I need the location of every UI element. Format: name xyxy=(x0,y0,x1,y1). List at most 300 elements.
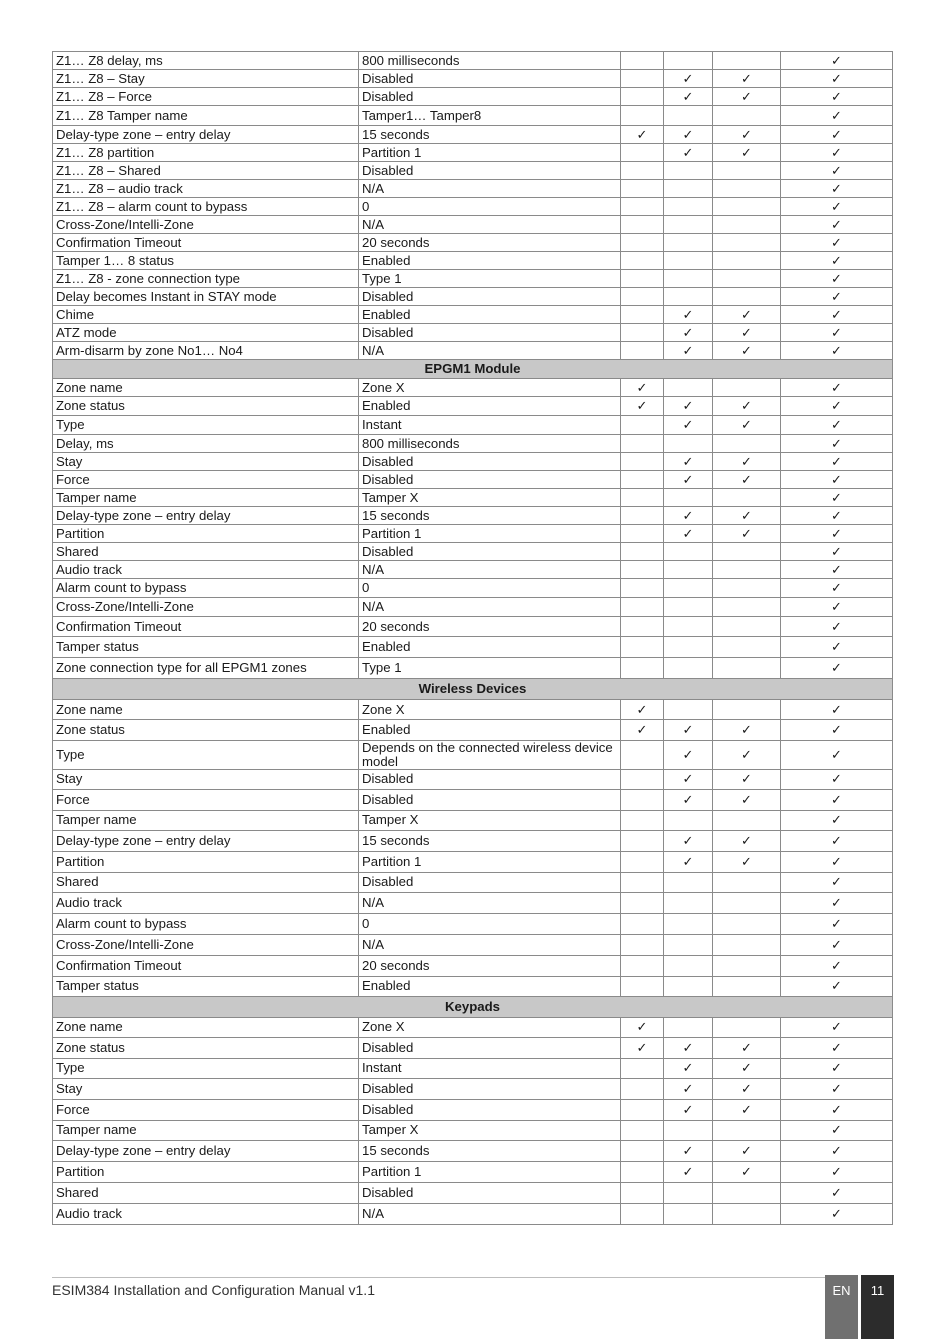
setting-name: Audio track xyxy=(53,892,359,913)
table-row xyxy=(53,88,893,106)
empty-cell xyxy=(621,561,664,579)
table-row xyxy=(53,851,893,872)
default-value: 15 seconds xyxy=(359,1140,621,1161)
empty-cell xyxy=(713,976,781,996)
setting-name: Force xyxy=(53,471,359,489)
check-icon: ✓ xyxy=(713,1058,781,1078)
default-value: Disabled xyxy=(359,769,621,789)
check-icon: ✓ xyxy=(781,126,893,144)
table-row xyxy=(53,617,893,637)
setting-name: Z1… Z8 Tamper name xyxy=(53,106,359,126)
check-icon: ✓ xyxy=(781,198,893,216)
check-icon: ✓ xyxy=(713,1078,781,1099)
check-icon: ✓ xyxy=(664,720,713,741)
check-icon: ✓ xyxy=(781,525,893,543)
check-icon: ✓ xyxy=(664,144,713,162)
check-icon: ✓ xyxy=(781,180,893,198)
check-icon: ✓ xyxy=(664,507,713,525)
table-row xyxy=(53,379,893,397)
check-icon: ✓ xyxy=(781,934,893,955)
check-icon: ✓ xyxy=(781,507,893,525)
check-icon: ✓ xyxy=(781,637,893,658)
default-value: Disabled xyxy=(359,324,621,342)
setting-name: Audio track xyxy=(53,1203,359,1224)
setting-name: Stay xyxy=(53,769,359,789)
table-row xyxy=(53,913,893,934)
empty-cell xyxy=(621,288,664,306)
empty-cell xyxy=(713,198,781,216)
table-row xyxy=(53,810,893,830)
empty-cell xyxy=(664,1017,713,1037)
setting-name: Z1… Z8 - zone connection type xyxy=(53,270,359,288)
default-value: Disabled xyxy=(359,1182,621,1203)
check-icon: ✓ xyxy=(781,1182,893,1203)
empty-cell xyxy=(713,913,781,934)
check-icon: ✓ xyxy=(781,252,893,270)
table-row xyxy=(53,658,893,679)
check-icon: ✓ xyxy=(713,88,781,106)
setting-name: Tamper name xyxy=(53,1120,359,1140)
empty-cell xyxy=(664,637,713,658)
empty-cell xyxy=(664,976,713,996)
empty-cell xyxy=(621,872,664,892)
empty-cell xyxy=(621,1120,664,1140)
setting-name: Shared xyxy=(53,543,359,561)
empty-cell xyxy=(664,1182,713,1203)
check-icon: ✓ xyxy=(713,306,781,324)
setting-name: Tamper name xyxy=(53,489,359,507)
check-icon: ✓ xyxy=(781,379,893,397)
setting-name: Alarm count to bypass xyxy=(53,913,359,934)
empty-cell xyxy=(664,288,713,306)
empty-cell xyxy=(713,234,781,252)
empty-cell xyxy=(713,1120,781,1140)
default-value: Tamper1… Tamper8 xyxy=(359,106,621,126)
check-icon: ✓ xyxy=(664,416,713,435)
table-row xyxy=(53,976,893,996)
default-value: Type 1 xyxy=(359,658,621,679)
check-icon: ✓ xyxy=(781,270,893,288)
empty-cell xyxy=(713,617,781,637)
table-row xyxy=(53,234,893,252)
empty-cell xyxy=(621,234,664,252)
empty-cell xyxy=(621,1182,664,1203)
setting-name: Z1… Z8 – alarm count to bypass xyxy=(53,198,359,216)
default-value: 800 milliseconds xyxy=(359,435,621,453)
empty-cell xyxy=(664,489,713,507)
empty-cell xyxy=(713,934,781,955)
empty-cell xyxy=(664,810,713,830)
table-row xyxy=(53,342,893,360)
table-row xyxy=(53,741,893,770)
empty-cell xyxy=(713,561,781,579)
default-value: Partition 1 xyxy=(359,144,621,162)
setting-name: Delay-type zone – entry delay xyxy=(53,830,359,851)
default-value: N/A xyxy=(359,1203,621,1224)
table-row xyxy=(53,1182,893,1203)
empty-cell xyxy=(621,270,664,288)
default-value: Enabled xyxy=(359,252,621,270)
check-icon: ✓ xyxy=(781,561,893,579)
empty-cell xyxy=(713,106,781,126)
check-icon: ✓ xyxy=(664,1099,713,1120)
setting-name: Zone status xyxy=(53,720,359,741)
table-row xyxy=(53,892,893,913)
empty-cell xyxy=(621,637,664,658)
setting-name: Shared xyxy=(53,1182,359,1203)
check-icon: ✓ xyxy=(664,126,713,144)
footer-title: ESIM384 Installation and Configuration Manual v1.1 xyxy=(52,1282,375,1298)
check-icon: ✓ xyxy=(781,471,893,489)
check-icon: ✓ xyxy=(781,1078,893,1099)
empty-cell xyxy=(621,543,664,561)
check-icon: ✓ xyxy=(781,851,893,872)
empty-cell xyxy=(713,579,781,598)
table-row xyxy=(53,789,893,810)
table-row xyxy=(53,144,893,162)
empty-cell xyxy=(713,1203,781,1224)
check-icon: ✓ xyxy=(664,70,713,88)
default-value: N/A xyxy=(359,180,621,198)
empty-cell xyxy=(713,435,781,453)
default-value: Tamper X xyxy=(359,1120,621,1140)
check-icon: ✓ xyxy=(713,1161,781,1182)
table-row xyxy=(53,453,893,471)
footer-divider xyxy=(52,1277,825,1278)
check-icon: ✓ xyxy=(781,769,893,789)
setting-name: Partition xyxy=(53,1161,359,1182)
empty-cell xyxy=(621,216,664,234)
empty-cell xyxy=(713,598,781,617)
setting-name: Force xyxy=(53,1099,359,1120)
empty-cell xyxy=(621,525,664,543)
check-icon: ✓ xyxy=(781,489,893,507)
default-value: 15 seconds xyxy=(359,830,621,851)
setting-name: Tamper 1… 8 status xyxy=(53,252,359,270)
table-row xyxy=(53,1037,893,1058)
empty-cell xyxy=(713,955,781,976)
empty-cell xyxy=(621,162,664,180)
empty-cell xyxy=(621,913,664,934)
section-title: Wireless Devices xyxy=(53,679,893,700)
check-icon: ✓ xyxy=(664,1140,713,1161)
check-icon: ✓ xyxy=(621,379,664,397)
check-icon: ✓ xyxy=(664,525,713,543)
check-icon: ✓ xyxy=(713,1037,781,1058)
check-icon: ✓ xyxy=(713,471,781,489)
setting-name: Delay, ms xyxy=(53,435,359,453)
setting-name: Alarm count to bypass xyxy=(53,579,359,598)
check-icon: ✓ xyxy=(664,471,713,489)
check-icon: ✓ xyxy=(713,741,781,770)
check-icon: ✓ xyxy=(621,1017,664,1037)
empty-cell xyxy=(621,507,664,525)
default-value: Zone X xyxy=(359,1017,621,1037)
default-value: 0 xyxy=(359,913,621,934)
empty-cell xyxy=(713,872,781,892)
check-icon: ✓ xyxy=(621,397,664,416)
check-icon: ✓ xyxy=(781,453,893,471)
table-row xyxy=(53,769,893,789)
setting-name: Partition xyxy=(53,851,359,872)
default-value: 15 seconds xyxy=(359,507,621,525)
check-icon: ✓ xyxy=(781,162,893,180)
check-icon: ✓ xyxy=(713,324,781,342)
setting-name: Delay becomes Instant in STAY mode xyxy=(53,288,359,306)
empty-cell xyxy=(621,252,664,270)
default-value: Enabled xyxy=(359,976,621,996)
empty-cell xyxy=(664,52,713,70)
empty-cell xyxy=(664,435,713,453)
empty-cell xyxy=(664,617,713,637)
empty-cell xyxy=(621,416,664,435)
table-row xyxy=(53,525,893,543)
check-icon: ✓ xyxy=(781,397,893,416)
check-icon: ✓ xyxy=(781,1140,893,1161)
default-value: Instant xyxy=(359,416,621,435)
table-row xyxy=(53,1058,893,1078)
empty-cell xyxy=(664,872,713,892)
empty-cell xyxy=(621,976,664,996)
setting-name: Z1… Z8 – audio track xyxy=(53,180,359,198)
empty-cell xyxy=(621,1140,664,1161)
table-row xyxy=(53,1017,893,1037)
setting-name: Arm-disarm by zone No1… No4 xyxy=(53,342,359,360)
default-value: 0 xyxy=(359,198,621,216)
empty-cell xyxy=(621,830,664,851)
check-icon: ✓ xyxy=(664,1078,713,1099)
empty-cell xyxy=(621,1058,664,1078)
setting-name: Z1… Z8 delay, ms xyxy=(53,52,359,70)
setting-name: Confirmation Timeout xyxy=(53,234,359,252)
default-value: Zone X xyxy=(359,700,621,720)
table-row xyxy=(53,1203,893,1224)
empty-cell xyxy=(621,306,664,324)
check-icon: ✓ xyxy=(713,144,781,162)
empty-cell xyxy=(713,162,781,180)
empty-cell xyxy=(621,489,664,507)
default-value: Partition 1 xyxy=(359,851,621,872)
empty-cell xyxy=(621,658,664,679)
check-icon: ✓ xyxy=(664,453,713,471)
default-value: 15 seconds xyxy=(359,126,621,144)
check-icon: ✓ xyxy=(781,435,893,453)
default-value: Enabled xyxy=(359,720,621,741)
check-icon: ✓ xyxy=(713,851,781,872)
empty-cell xyxy=(664,252,713,270)
setting-name: Z1… Z8 – Shared xyxy=(53,162,359,180)
check-icon: ✓ xyxy=(713,453,781,471)
default-value: Partition 1 xyxy=(359,525,621,543)
empty-cell xyxy=(713,270,781,288)
empty-cell xyxy=(621,955,664,976)
empty-cell xyxy=(713,52,781,70)
default-value: 800 milliseconds xyxy=(359,52,621,70)
empty-cell xyxy=(621,892,664,913)
table-row xyxy=(53,324,893,342)
default-value: Disabled xyxy=(359,88,621,106)
check-icon: ✓ xyxy=(781,617,893,637)
table-row xyxy=(53,830,893,851)
default-value: Partition 1 xyxy=(359,1161,621,1182)
check-icon: ✓ xyxy=(713,769,781,789)
empty-cell xyxy=(664,913,713,934)
setting-name: ATZ mode xyxy=(53,324,359,342)
check-icon: ✓ xyxy=(781,955,893,976)
default-value: Disabled xyxy=(359,1078,621,1099)
check-icon: ✓ xyxy=(713,1140,781,1161)
setting-name: Shared xyxy=(53,872,359,892)
empty-cell xyxy=(621,617,664,637)
section-title: Keypads xyxy=(53,996,893,1017)
empty-cell xyxy=(621,1099,664,1120)
setting-name: Zone status xyxy=(53,397,359,416)
empty-cell xyxy=(621,435,664,453)
check-icon: ✓ xyxy=(713,789,781,810)
default-value: N/A xyxy=(359,561,621,579)
check-icon: ✓ xyxy=(664,830,713,851)
default-value: Disabled xyxy=(359,471,621,489)
empty-cell xyxy=(621,789,664,810)
setting-name: Confirmation Timeout xyxy=(53,955,359,976)
empty-cell xyxy=(664,955,713,976)
check-icon: ✓ xyxy=(713,720,781,741)
empty-cell xyxy=(664,1120,713,1140)
empty-cell xyxy=(621,934,664,955)
empty-cell xyxy=(621,106,664,126)
check-icon: ✓ xyxy=(781,234,893,252)
setting-name: Stay xyxy=(53,1078,359,1099)
empty-cell xyxy=(621,342,664,360)
default-value: Disabled xyxy=(359,162,621,180)
empty-cell xyxy=(664,198,713,216)
check-icon: ✓ xyxy=(713,507,781,525)
setting-name: Cross-Zone/Intelli-Zone xyxy=(53,598,359,617)
check-icon: ✓ xyxy=(664,1058,713,1078)
check-icon: ✓ xyxy=(713,830,781,851)
check-icon: ✓ xyxy=(781,579,893,598)
empty-cell xyxy=(664,892,713,913)
empty-cell xyxy=(713,489,781,507)
table-row xyxy=(53,270,893,288)
check-icon: ✓ xyxy=(621,126,664,144)
empty-cell xyxy=(664,216,713,234)
table-row xyxy=(53,955,893,976)
check-icon: ✓ xyxy=(713,70,781,88)
setting-name: Audio track xyxy=(53,561,359,579)
table-row xyxy=(53,252,893,270)
check-icon: ✓ xyxy=(781,1161,893,1182)
setting-name: Tamper status xyxy=(53,637,359,658)
empty-cell xyxy=(621,180,664,198)
empty-cell xyxy=(713,1182,781,1203)
setting-name: Z1… Z8 – Force xyxy=(53,88,359,106)
empty-cell xyxy=(621,598,664,617)
empty-cell xyxy=(713,288,781,306)
setting-name: Type xyxy=(53,416,359,435)
table-row xyxy=(53,435,893,453)
check-icon: ✓ xyxy=(781,324,893,342)
empty-cell xyxy=(621,453,664,471)
check-icon: ✓ xyxy=(664,324,713,342)
table-row xyxy=(53,489,893,507)
setting-name: Tamper status xyxy=(53,976,359,996)
table-row xyxy=(53,180,893,198)
default-value: Enabled xyxy=(359,306,621,324)
table-row xyxy=(53,700,893,720)
table-row xyxy=(53,52,893,70)
empty-cell xyxy=(621,579,664,598)
check-icon: ✓ xyxy=(781,144,893,162)
table-row xyxy=(53,1099,893,1120)
default-value: 20 seconds xyxy=(359,955,621,976)
check-icon: ✓ xyxy=(781,106,893,126)
default-value: N/A xyxy=(359,598,621,617)
table-row xyxy=(53,872,893,892)
default-value: Enabled xyxy=(359,397,621,416)
default-value: Disabled xyxy=(359,288,621,306)
check-icon: ✓ xyxy=(781,543,893,561)
empty-cell xyxy=(713,892,781,913)
check-icon: ✓ xyxy=(781,70,893,88)
empty-cell xyxy=(664,162,713,180)
check-icon: ✓ xyxy=(664,789,713,810)
empty-cell xyxy=(664,106,713,126)
setting-name: Z1… Z8 – Stay xyxy=(53,70,359,88)
empty-cell xyxy=(713,252,781,270)
empty-cell xyxy=(664,543,713,561)
empty-cell xyxy=(713,216,781,234)
check-icon: ✓ xyxy=(781,720,893,741)
empty-cell xyxy=(713,700,781,720)
empty-cell xyxy=(664,270,713,288)
section-header-row xyxy=(53,679,893,700)
table-row xyxy=(53,637,893,658)
setting-name: Zone name xyxy=(53,1017,359,1037)
table-row xyxy=(53,126,893,144)
empty-cell xyxy=(621,88,664,106)
default-value: N/A xyxy=(359,892,621,913)
settings-table xyxy=(52,51,893,1225)
empty-cell xyxy=(664,379,713,397)
table-row xyxy=(53,397,893,416)
empty-cell xyxy=(621,1078,664,1099)
table-row xyxy=(53,561,893,579)
empty-cell xyxy=(713,810,781,830)
setting-name: Zone status xyxy=(53,1037,359,1058)
setting-name: Delay-type zone – entry delay xyxy=(53,126,359,144)
empty-cell xyxy=(664,658,713,679)
table-row xyxy=(53,579,893,598)
default-value: Disabled xyxy=(359,453,621,471)
table-row xyxy=(53,934,893,955)
check-icon: ✓ xyxy=(781,342,893,360)
default-value: 0 xyxy=(359,579,621,598)
check-icon: ✓ xyxy=(621,720,664,741)
check-icon: ✓ xyxy=(781,306,893,324)
setting-name: Zone connection type for all EPGM1 zones xyxy=(53,658,359,679)
default-value: Disabled xyxy=(359,1099,621,1120)
table-row xyxy=(53,198,893,216)
default-value: Type 1 xyxy=(359,270,621,288)
default-value: Depends on the connected wireless device model xyxy=(359,741,621,770)
check-icon: ✓ xyxy=(621,1037,664,1058)
default-value: Disabled xyxy=(359,70,621,88)
setting-name: Cross-Zone/Intelli-Zone xyxy=(53,216,359,234)
empty-cell xyxy=(713,379,781,397)
empty-cell xyxy=(664,234,713,252)
check-icon: ✓ xyxy=(713,126,781,144)
